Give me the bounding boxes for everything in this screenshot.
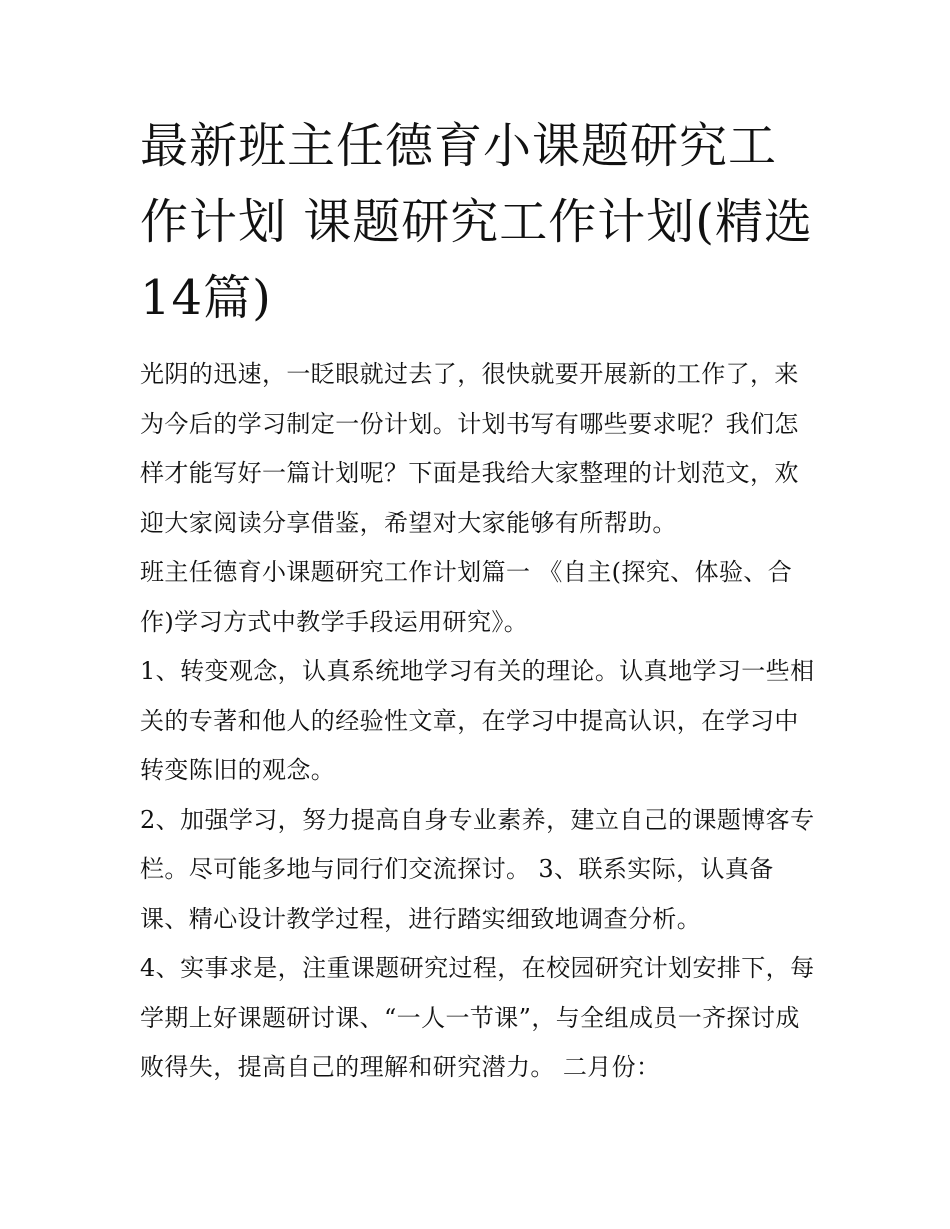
list-item-1: 1、转变观念，认真系统地学习有关的理论。认真地学习一些相关的专著和他人的经验性文章，在学习中提高认识，在学习中转变陈旧的观念。: [140, 657, 815, 784]
document-body: [140, 350, 820, 1093]
list-item-2-3: 2、加强学习，努力提高自身专业素养，建立自己的课题博客专栏。尽可能多地与同行们交流探讨。 3、联系实际，认真备课、精心设计教学过程，进行踏实细致地调查分析。: [140, 805, 815, 933]
document-title: 最新班主任德育小课题研究工作计划 课题研究工作计划(精选14篇): [140, 118, 813, 326]
intro-paragraph: 光阴的迅速，一眨眼就过去了，很快就要开展新的工作了，来为今后的学习制定一份计划。计划书写有哪些要求呢？我们怎样才能写好一篇计划呢？下面是我给大家整理的计划范文，欢迎大家阅读分享借鉴，希望对大家能够有所帮助。: [140, 360, 799, 537]
document-page: [140, 108, 820, 1093]
list-item-4: 4、实事求是，注重课题研究过程，在校园研究计划安排下，每学期上好课题研讨课、“一人一节课”，与全组成员一齐探讨成败得失，提高自己的理解和研究潜力。 二月份：: [140, 954, 815, 1081]
section-heading-paragraph: 班主任德育小课题研究工作计划篇一 《自主(探究、体验、合作)学习方式中教学手段运用研究》。: [140, 558, 793, 636]
